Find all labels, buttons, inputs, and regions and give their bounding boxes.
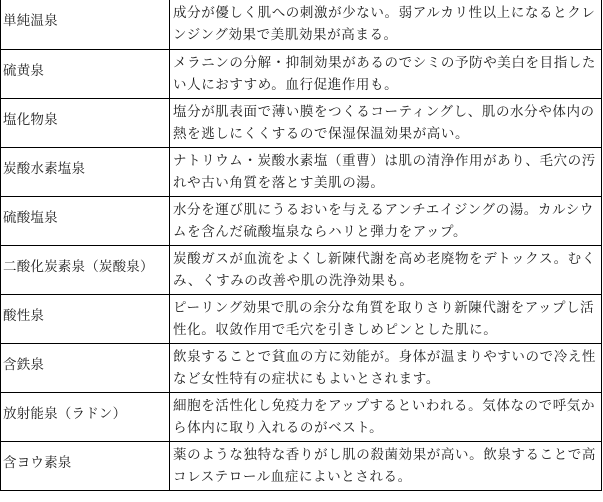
spring-description-cell [170, 441, 602, 490]
spring-name: 含鉄泉 [3, 356, 45, 373]
spring-description: 水分を運び肌にうるおいを与えるアンチエイジングの湯。カルシウムを含んだ硫酸塩泉ならハリと弾力をアップ。 [173, 201, 594, 240]
spring-description-cell [170, 0, 602, 49]
table-row [1, 196, 602, 245]
spring-name: 硫黄泉 [3, 62, 45, 79]
spring-description: 飲泉することで貧血の方に効能が。身体が温まりやすいので冷え性など女性特有の症状にもよいとされます。 [173, 348, 596, 387]
spring-name-cell [1, 245, 170, 294]
spring-description: 塩分が肌表面で薄い膜をつくるコーティングし、肌の水分や体内の熱を逃しにくくするので保湿保温効果が高い。 [173, 103, 595, 142]
spring-name-cell [1, 294, 170, 343]
table-row [1, 147, 602, 196]
spring-name: 炭酸水素塩泉 [3, 160, 86, 177]
spring-name-cell [1, 98, 170, 147]
spring-name-cell [1, 0, 170, 49]
spring-description-cell [170, 245, 602, 294]
spring-name: 含ヨウ素泉 [3, 454, 72, 471]
spring-name-cell [1, 441, 170, 490]
table-row [1, 49, 602, 98]
spring-description-cell [170, 392, 602, 441]
table-row [1, 294, 602, 343]
spring-name: 二酸化炭素泉（炭酸泉） [3, 258, 154, 275]
spring-name: 放射能泉（ラドン） [3, 405, 127, 422]
spring-description: ピーリング効果で肌の余分な角質を取りさり新陳代謝をアップし活性化。収敛作用で毛穴を引きしめピンとした肌に。 [173, 299, 595, 338]
table-row [1, 98, 602, 147]
spring-description: 細胞を活性化し免疫力をアップするといわれる。気体なので呼気から体内に取り入れるのがベスト。 [173, 397, 596, 436]
table-row [1, 441, 602, 490]
spring-name: 単純温泉 [3, 13, 58, 29]
spring-description-cell [170, 196, 602, 245]
spring-description-cell [170, 147, 602, 196]
table-row [1, 392, 602, 441]
spring-name-cell [1, 49, 170, 98]
spring-name: 酸性泉 [3, 307, 45, 324]
table-row [1, 0, 602, 49]
spring-name: 塩化物泉 [3, 111, 58, 128]
spring-name-cell [1, 343, 170, 392]
spring-name-cell [1, 196, 170, 245]
spring-name: 硫酸塩泉 [3, 209, 58, 226]
spring-name-cell [1, 147, 170, 196]
spring-description: 薬のような独特な香りがし肌の殺菌効果が高い。飲泉することで高コレステロール血症によいとされる。 [173, 446, 596, 485]
spring-name-cell [1, 392, 170, 441]
spring-description-cell [170, 294, 602, 343]
spring-description: 成分が優しく肌への刺激が少ない。弱アルカリ性以上になるとクレンジング効果で美肌効果が高まる。 [173, 5, 596, 43]
spring-description-cell [170, 98, 602, 147]
spring-description: メラニンの分解・抑制効果があるのでシミの予防や美白を目指したい人におすすめ。血行促進作用も。 [173, 54, 596, 93]
table-row [1, 245, 602, 294]
spring-description: ナトリウム・炭酸水素塩（重曹）は肌の清浄作用があり、毛穴の汚れや古い角質を落とす美肌の湯。 [173, 152, 596, 191]
spring-description-cell [170, 49, 602, 98]
spring-description: 炭酸ガスが血流をよくし新陳代謝を高め老廃物をデトックス。むくみ、くすみの改善や肌の洗浄効果も。 [173, 250, 596, 289]
spring-description-cell [170, 343, 602, 392]
table-row [1, 343, 602, 392]
